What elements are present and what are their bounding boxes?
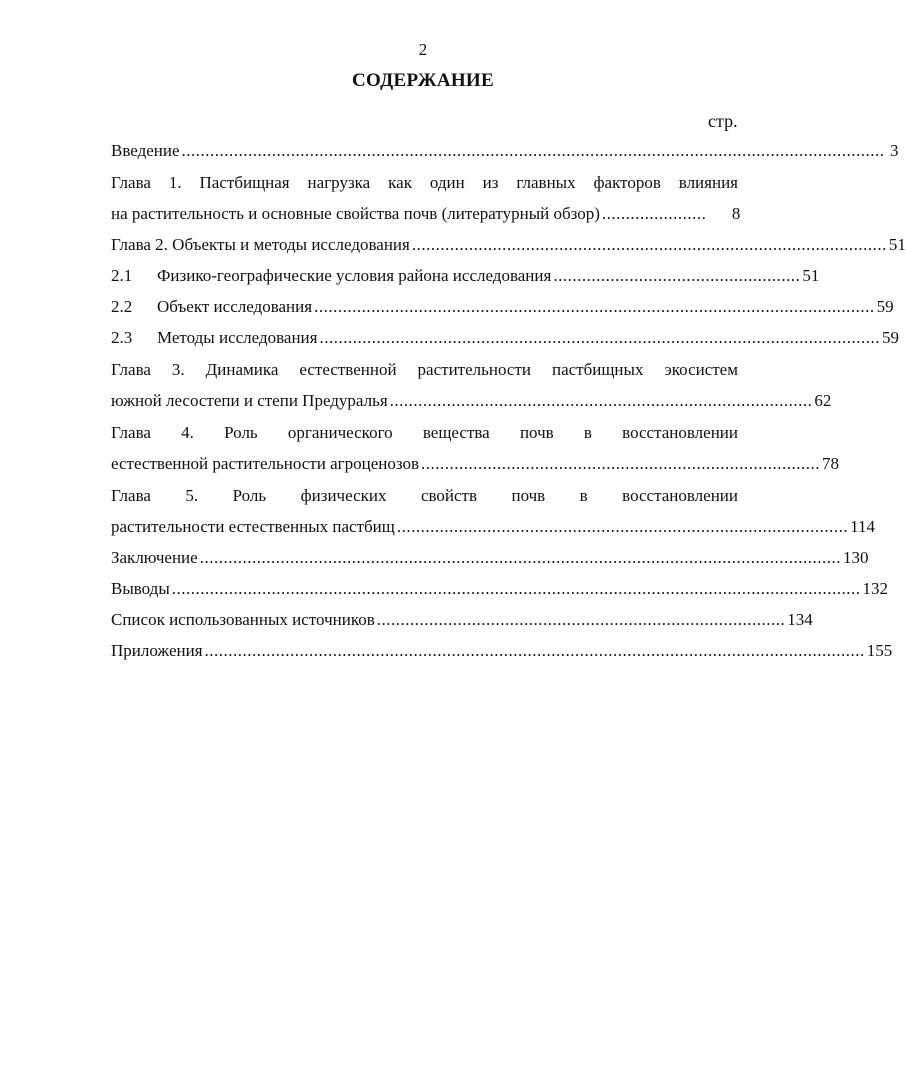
toc-entry-conclusion xyxy=(111,545,869,571)
leader-dots: ...................... xyxy=(601,204,707,223)
page-title: СОДЕРЖАНИЕ xyxy=(352,70,494,91)
toc-entry-page: 8 xyxy=(731,204,741,223)
leader-dots: ........................................................................................................................................... xyxy=(204,641,865,660)
toc-entry-page: 134 xyxy=(787,610,813,629)
leader-dots: ...................................................................................................................... xyxy=(319,328,880,347)
toc-entry-title: Список использованных источников xyxy=(111,610,375,629)
toc-entry-page: 114 xyxy=(850,517,875,536)
toc-entry-title: Заключение xyxy=(111,548,198,567)
toc-entry-title: Выводы xyxy=(111,579,170,598)
leader-dots: ......................................................................................... xyxy=(389,391,813,410)
toc-entry-title: Глава 4. Роль органического вещества почв в восстановлении xyxy=(111,423,738,442)
page-column-header: стр. xyxy=(708,111,738,131)
leader-dots: .................................................................................................... xyxy=(411,235,887,254)
toc-entry-appendix xyxy=(111,638,893,664)
toc-entry-page: 59 xyxy=(876,297,894,316)
toc-entry-title: естественной растительности агроценозов xyxy=(111,454,419,473)
toc-entry-chapter-1-line-2 xyxy=(111,201,741,227)
toc-entry-page: 51 xyxy=(888,235,906,254)
leader-dots: .................................................... xyxy=(553,266,801,285)
toc-entry-number: 2.2 xyxy=(111,297,133,316)
toc-entry-chapter-5-line-2 xyxy=(111,514,875,540)
toc-entry-title: на растительность и основные свойства почв (литературный обзор) xyxy=(111,204,600,223)
leader-dots: ................................................................................................................................................. xyxy=(171,579,861,598)
toc-entry-page: 51 xyxy=(802,266,820,285)
leader-dots: .................................................................................................................................................... xyxy=(181,141,885,160)
toc-entry-chapter-3-line-2 xyxy=(111,388,832,414)
toc-entry-page: 59 xyxy=(881,328,899,347)
toc-entry-page: 155 xyxy=(866,641,893,660)
toc-entry-section-2-1 xyxy=(111,263,820,289)
toc-entry-title: Методы исследования xyxy=(157,328,318,347)
leader-dots: ...................................................................................... xyxy=(376,610,786,629)
toc-entry-sources xyxy=(111,607,813,633)
toc-entry-page: 78 xyxy=(821,454,839,473)
toc-entry-title: Глава 2. Объекты и методы исследования xyxy=(111,235,410,254)
toc-entry-page: 132 xyxy=(862,579,889,598)
toc-entry-chapter-5-line-1 xyxy=(111,483,738,509)
leader-dots: .................................................................................... xyxy=(420,454,820,473)
leader-dots: ....................................................................................................................................... xyxy=(199,548,841,567)
toc-entry-section-2-2 xyxy=(111,294,894,320)
toc-entry-page: 130 xyxy=(842,548,869,567)
toc-entry-title: Введение xyxy=(111,141,180,160)
toc-entry-title: Объект исследования xyxy=(157,297,313,316)
toc-entry-section-2-3 xyxy=(111,325,899,351)
toc-entry-title: Глава 5. Роль физических свойств почв в восстановлении xyxy=(111,486,738,505)
toc-entry-title: растительности естественных пастбищ xyxy=(111,517,395,536)
toc-entry-chapter-4-line-1 xyxy=(111,420,738,446)
toc-entry-page: 3 xyxy=(890,141,899,160)
page-number: 2 xyxy=(418,40,428,59)
toc-entry-title: Глава 3. Динамика естественной растительности пастбищных экосистем xyxy=(111,360,738,379)
toc-entry-findings xyxy=(111,576,889,602)
toc-entry-number: 2.1 xyxy=(111,266,133,285)
leader-dots: ...................................................................................................................... xyxy=(314,297,875,316)
toc-entry-title: Физико-географические условия района исследования xyxy=(157,266,552,285)
toc-entry-chapter-2 xyxy=(111,232,906,258)
toc-entry-title: южной лесостепи и степи Предуралья xyxy=(111,391,388,410)
toc-entry-title: Глава 1. Пастбищная нагрузка как один из главных факторов влияния xyxy=(111,173,738,192)
toc-entry-chapter-3-line-1 xyxy=(111,357,738,383)
toc-entry-chapter-1-line-1 xyxy=(111,170,738,196)
leader-dots: ............................................................................................... xyxy=(396,517,849,536)
toc-entry-chapter-4-line-2 xyxy=(111,451,839,477)
toc-entry-intro xyxy=(111,138,899,164)
toc-entry-page: 62 xyxy=(814,391,832,410)
toc-entry-title: Приложения xyxy=(111,641,203,660)
toc-entry-number: 2.3 xyxy=(111,328,133,347)
